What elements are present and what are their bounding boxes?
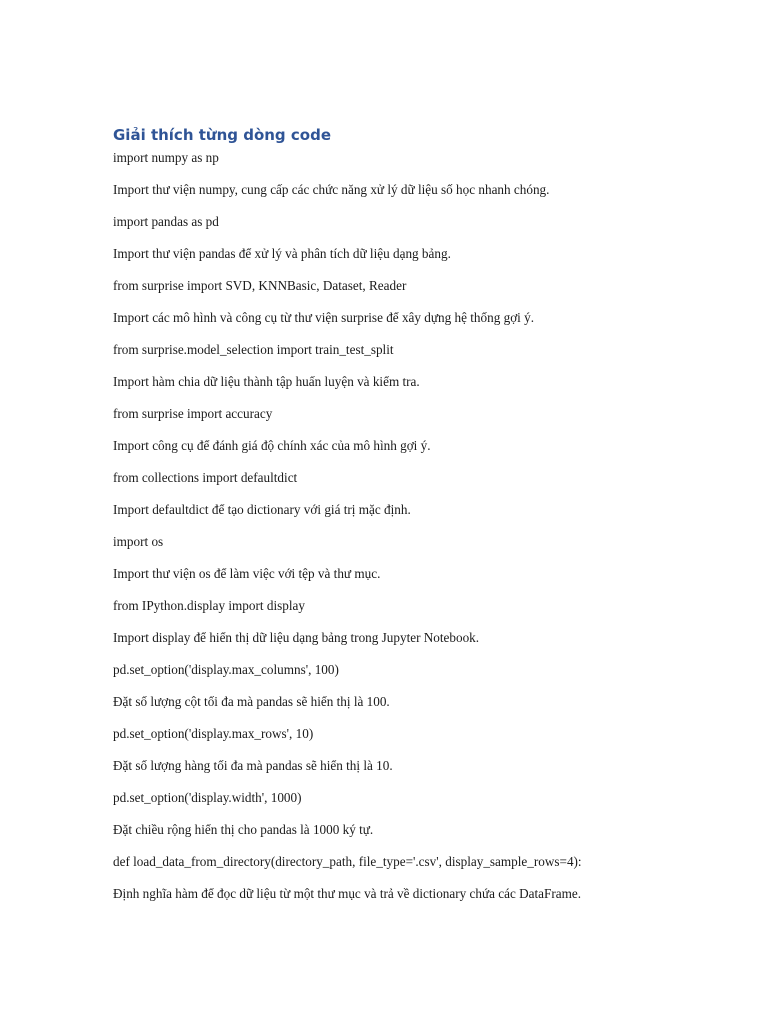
code-line: import os — [113, 534, 164, 549]
code-line: pd.set_option('display.max_rows', 10) — [113, 726, 314, 741]
code-explanation-list — [113, 150, 753, 918]
section-heading: Giải thích từng dòng code — [113, 126, 331, 144]
code-line: pd.set_option('display.width', 1000) — [113, 790, 302, 805]
explanation-line: Đặt số lượng cột tối đa mà pandas sẽ hiển thị là 100. — [113, 694, 390, 709]
explanation-line: Import display để hiển thị dữ liệu dạng bảng trong Jupyter Notebook. — [113, 630, 480, 645]
explanation-line: Import hàm chia dữ liệu thành tập huấn luyện và kiểm tra. — [113, 374, 420, 389]
code-line: from collections import defaultdict — [113, 470, 298, 485]
explanation-line: Import thư viện pandas để xử lý và phân tích dữ liệu dạng bảng. — [113, 246, 451, 261]
explanation-line: Import thư viện os để làm việc với tệp và thư mục. — [113, 566, 381, 581]
code-line: from surprise.model_selection import train_test_split — [113, 342, 394, 357]
code-line: from surprise import accuracy — [113, 406, 273, 421]
explanation-line: Đặt chiều rộng hiển thị cho pandas là 1000 ký tự. — [113, 822, 374, 837]
explanation-line: Import defaultdict để tạo dictionary với giá trị mặc định. — [113, 502, 411, 517]
code-line: from IPython.display import display — [113, 598, 305, 613]
code-line: from surprise import SVD, KNNBasic, Dataset, Reader — [113, 278, 407, 293]
code-line: def load_data_from_directory(directory_path, file_type='.csv', display_sample_rows=4): — [113, 854, 582, 869]
explanation-line: Đặt số lượng hàng tối đa mà pandas sẽ hiển thị là 10. — [113, 758, 393, 773]
code-line: import numpy as np — [113, 150, 219, 165]
explanation-line: Import công cụ để đánh giá độ chính xác của mô hình gợi ý. — [113, 438, 431, 453]
explanation-line: Định nghĩa hàm để đọc dữ liệu từ một thư mục và trả về dictionary chứa các DataFrame. — [113, 886, 582, 901]
code-line: pd.set_option('display.max_columns', 100) — [113, 662, 339, 677]
explanation-line: Import các mô hình và công cụ từ thư viện surprise để xây dựng hệ thống gợi ý. — [113, 310, 535, 325]
code-line: import pandas as pd — [113, 214, 219, 229]
explanation-line: Import thư viện numpy, cung cấp các chức năng xử lý dữ liệu số học nhanh chóng. — [113, 182, 550, 197]
